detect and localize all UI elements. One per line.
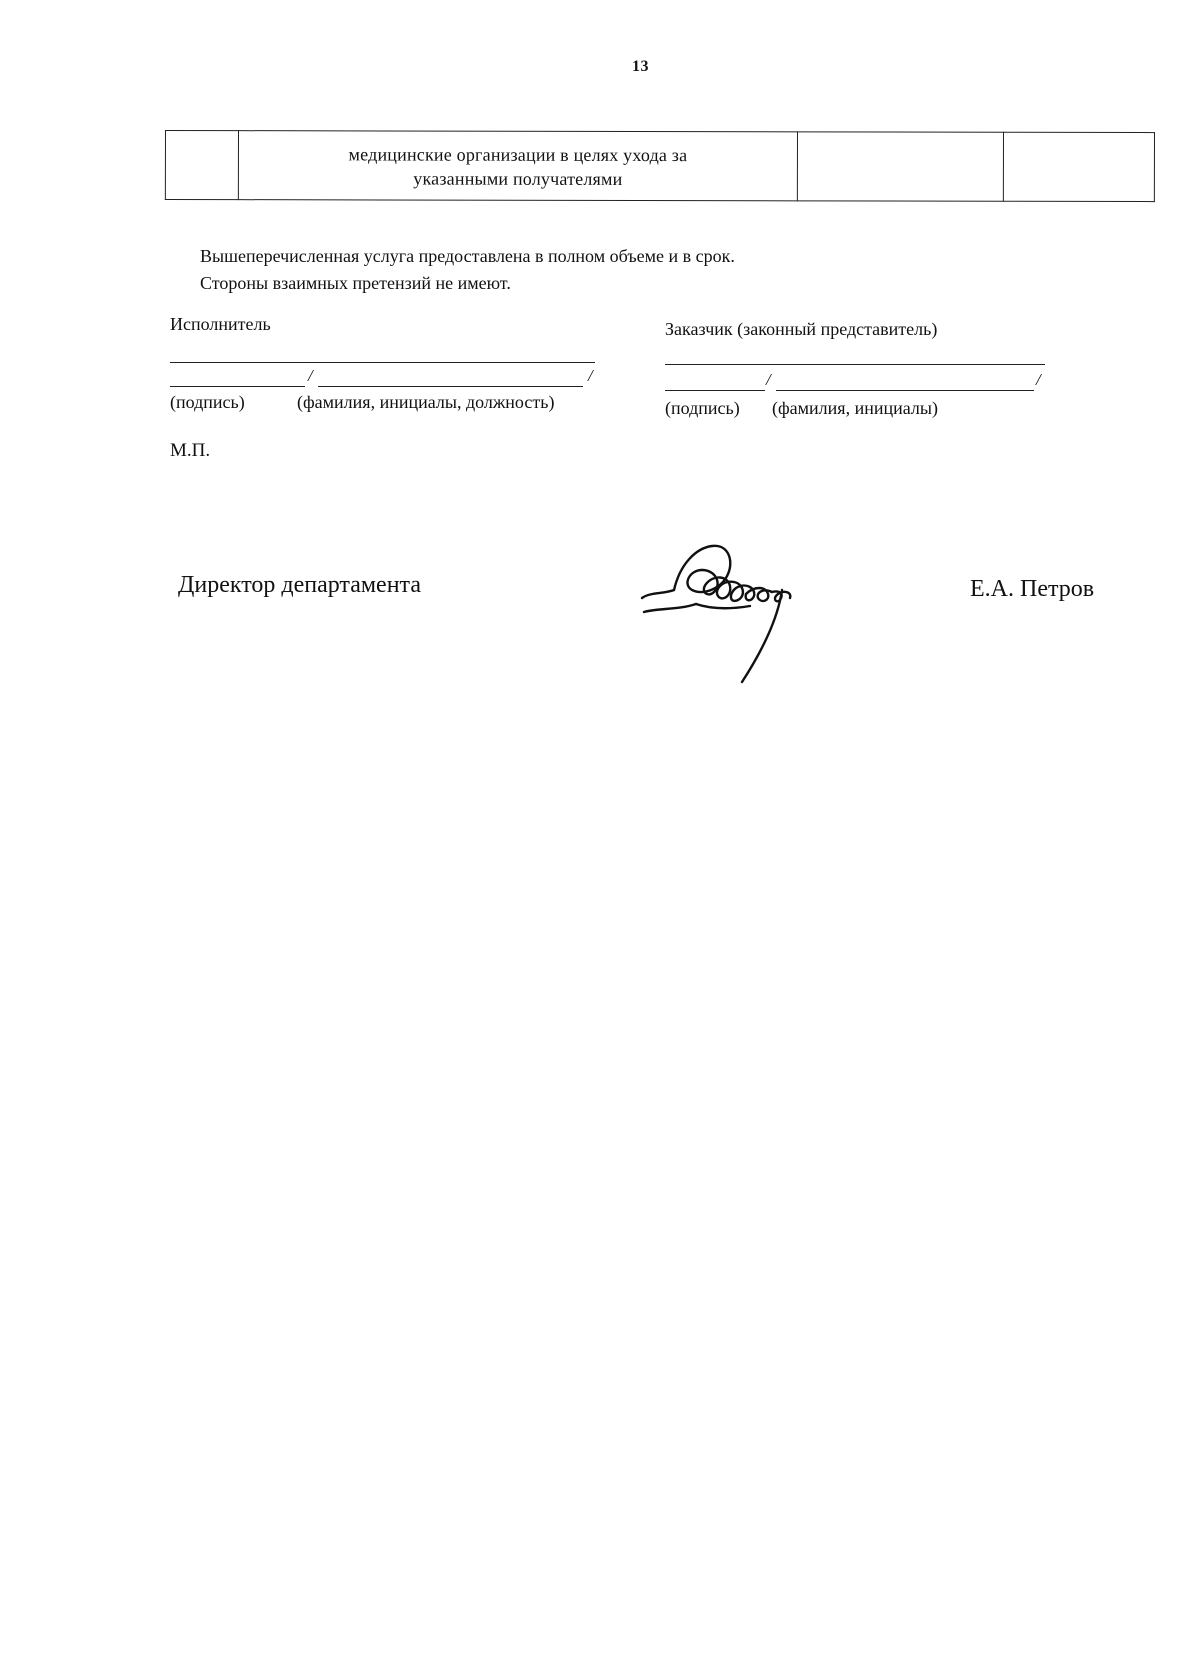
confirmation-text [200,243,735,297]
customer-title: Заказчик (законный представитель) [665,319,938,339]
customer-hint-details: (фамилия, инициалы) [772,398,938,418]
table-cell-number [165,131,238,200]
confirmation-line-1: Вышеперечисленная услуга предоставлена в полном объеме и в срок. [200,246,735,266]
table-row [165,131,1154,202]
director-name: Е.А. Петров [970,576,1095,602]
customer-details-line [776,390,1034,391]
stamp-place-label: М.П. [170,440,211,461]
executor-hint-signature: (подпись) [170,392,245,412]
page-number: 13 [632,58,649,75]
executor-top-line [170,362,595,363]
table-cell-column-3 [797,132,1003,201]
director-position: Директор департамента [178,572,421,598]
customer-slash-1: / [766,370,771,389]
executor-slash-2: / [588,366,593,385]
executor-signature-line [170,386,305,387]
service-name-line-2: указанными получателями [413,168,623,189]
service-name-line-1: медицинские организации в целях ухода за [348,144,688,166]
customer-top-line [665,364,1045,365]
executor-slash-1: / [308,366,313,385]
handwritten-signature-icon [630,530,830,690]
confirmation-line-2: Стороны взаимных претензий не имеют. [200,273,511,293]
executor-details-line [318,386,583,387]
customer-signature-line [665,390,765,391]
table-cell-column-4 [1003,132,1154,201]
customer-hint-signature: (подпись) [665,398,740,418]
executor-hint-details: (фамилия, инициалы, должность) [297,392,555,412]
customer-slash-2: / [1036,370,1041,389]
service-table [165,130,1155,202]
executor-title: Исполнитель [170,314,271,334]
table-cell-service-name [238,131,797,201]
